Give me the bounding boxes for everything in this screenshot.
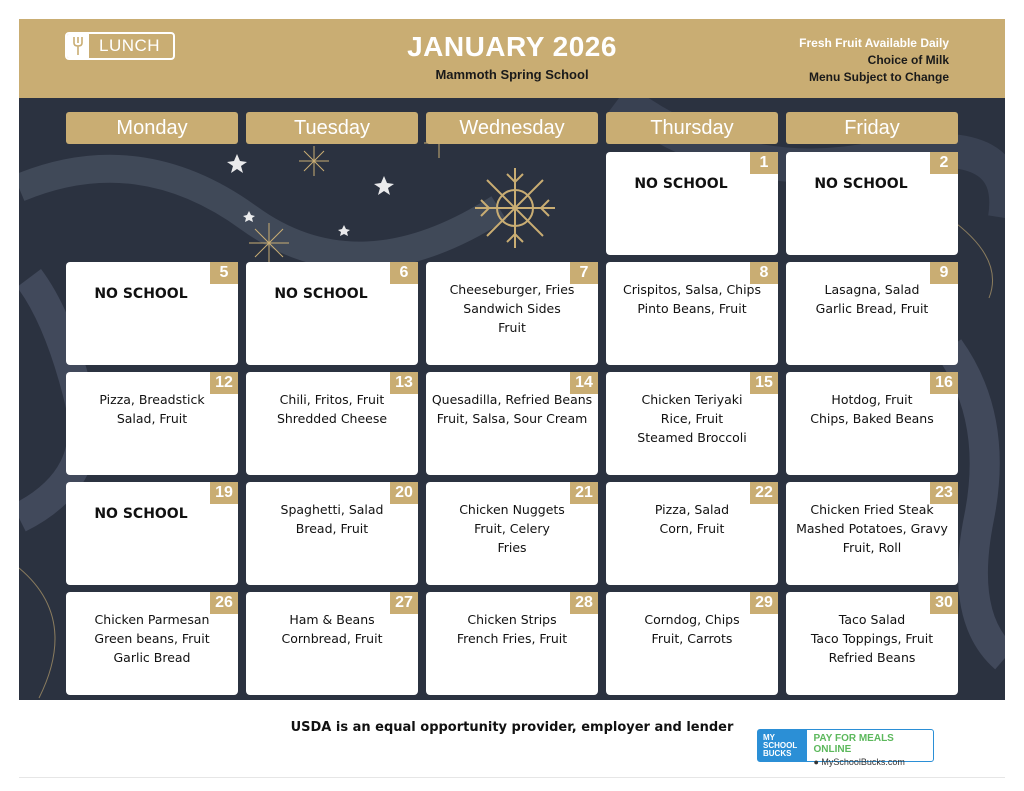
day-cell: [66, 262, 238, 365]
day-number: 2: [930, 152, 958, 174]
day-cell: [426, 592, 598, 695]
day-number: 9: [930, 262, 958, 284]
menu-text: Lasagna, Salad Garlic Bread, Fruit: [815, 282, 929, 316]
day-number: 7: [570, 262, 598, 284]
menu-text: Cheeseburger, Fries Sandwich Sides Fruit: [449, 282, 575, 335]
day-cell: [786, 152, 958, 255]
menu-text: Quesadilla, Refried Beans Fruit, Salsa, Sour Cream: [431, 392, 593, 426]
day-number: 28: [570, 592, 598, 614]
note-subject-to-change: Menu Subject to Change: [808, 70, 949, 84]
day-cell: [246, 482, 418, 585]
no-school-label: NO SCHOOL: [274, 286, 368, 302]
day-number: 19: [210, 482, 238, 504]
weekday-monday: Monday: [66, 112, 238, 144]
weekday-tuesday: Tuesday: [246, 112, 418, 144]
day-cell: [786, 262, 958, 365]
day-cell: [246, 592, 418, 695]
day-number: 29: [750, 592, 778, 614]
divider: [19, 777, 1005, 778]
no-school-label: NO SCHOOL: [94, 286, 188, 302]
day-cell: [426, 262, 598, 365]
day-number: 15: [750, 372, 778, 394]
lunch-label: LUNCH: [99, 36, 161, 55]
menu-text: Chicken Strips French Fries, Fruit: [456, 612, 568, 646]
menu-text: Chicken Nuggets Fruit, Celery Fries: [459, 502, 565, 555]
myschoolbucks-banner[interactable]: [757, 729, 934, 767]
no-school-label: NO SCHOOL: [814, 176, 908, 192]
day-number: 22: [750, 482, 778, 504]
day-cell: [606, 262, 778, 365]
day-number: 5: [210, 262, 238, 284]
day-cell: [246, 372, 418, 475]
day-number: 13: [390, 372, 418, 394]
header-banner: [19, 19, 1005, 98]
day-number: 21: [570, 482, 598, 504]
logo-line: SCHOOL: [763, 741, 798, 750]
menu-text: Hotdog, Fruit Chips, Baked Beans: [810, 392, 934, 426]
day-cell: [66, 372, 238, 475]
day-number: 23: [930, 482, 958, 504]
no-school-label: NO SCHOOL: [94, 506, 188, 522]
logo-line: MY: [763, 733, 775, 742]
day-number: 6: [390, 262, 418, 284]
day-number: 20: [390, 482, 418, 504]
menu-text: Ham & Beans Cornbread, Fruit: [281, 612, 383, 646]
myschoolbucks-logo: [758, 730, 807, 761]
usda-statement: USDA is an equal opportunity provider, employer and lender: [290, 720, 734, 735]
day-cell: [66, 592, 238, 695]
note-milk: Choice of Milk: [867, 53, 949, 67]
menu-text: Chicken Fried Steak Mashed Potatoes, Gravy Fruit, Roll: [796, 502, 948, 555]
menu-text: Corndog, Chips Fruit, Carrots: [644, 612, 740, 646]
day-cell: [786, 482, 958, 585]
menu-notes: [799, 35, 949, 86]
day-cell: [66, 482, 238, 585]
school-name: Mammoth Spring School: [435, 67, 589, 82]
weekday-thursday: Thursday: [606, 112, 778, 144]
snowflake-icon: [475, 168, 555, 248]
menu-text: Chicken Teriyaki Rice, Fruit Steamed Broccoli: [637, 392, 747, 445]
menu-text: Pizza, Breadstick Salad, Fruit: [99, 392, 205, 426]
menu-text: Taco Salad Taco Toppings, Fruit Refried Beans: [810, 612, 934, 665]
day-cell: [246, 262, 418, 365]
menu-text: Spaghetti, Salad Bread, Fruit: [280, 502, 384, 536]
day-cell: [606, 372, 778, 475]
day-cell: [786, 372, 958, 475]
day-cell: [606, 482, 778, 585]
note-fresh-fruit: Fresh Fruit Available Daily: [799, 36, 949, 50]
calendar-grid: [19, 98, 1005, 700]
menu-text: Crispitos, Salsa, Chips Pinto Beans, Fruit: [622, 282, 762, 316]
url-text: MySchoolBucks.com: [821, 757, 905, 767]
weekday-wednesday: Wednesday: [426, 112, 598, 144]
day-cell: [426, 372, 598, 475]
myschoolbucks-url[interactable]: ● MySchoolBucks.com: [813, 757, 905, 767]
day-number: 12: [210, 372, 238, 394]
day-number: 1: [750, 152, 778, 174]
menu-text: Chili, Fritos, Fruit Shredded Cheese: [276, 392, 388, 426]
day-number: 16: [930, 372, 958, 394]
day-number: 26: [210, 592, 238, 614]
day-number: 30: [930, 592, 958, 614]
day-number: 14: [570, 372, 598, 394]
page-title: JANUARY 2026: [407, 31, 617, 62]
day-number: 8: [750, 262, 778, 284]
day-cell: [606, 152, 778, 255]
day-cell: [606, 592, 778, 695]
weekday-friday: Friday: [786, 112, 958, 144]
logo-line: BUCKS: [763, 749, 792, 758]
menu-text: Pizza, Salad Corn, Fruit: [654, 502, 730, 536]
menu-text: Chicken Parmesan Green beans, Fruit Garlic Bread: [94, 612, 210, 665]
myschoolbucks-text: [807, 730, 933, 767]
pay-online-label: PAY FOR MEALS ONLINE: [813, 733, 894, 755]
day-cell: [426, 482, 598, 585]
day-number: 27: [390, 592, 418, 614]
day-cell: [786, 592, 958, 695]
no-school-label: NO SCHOOL: [634, 176, 728, 192]
